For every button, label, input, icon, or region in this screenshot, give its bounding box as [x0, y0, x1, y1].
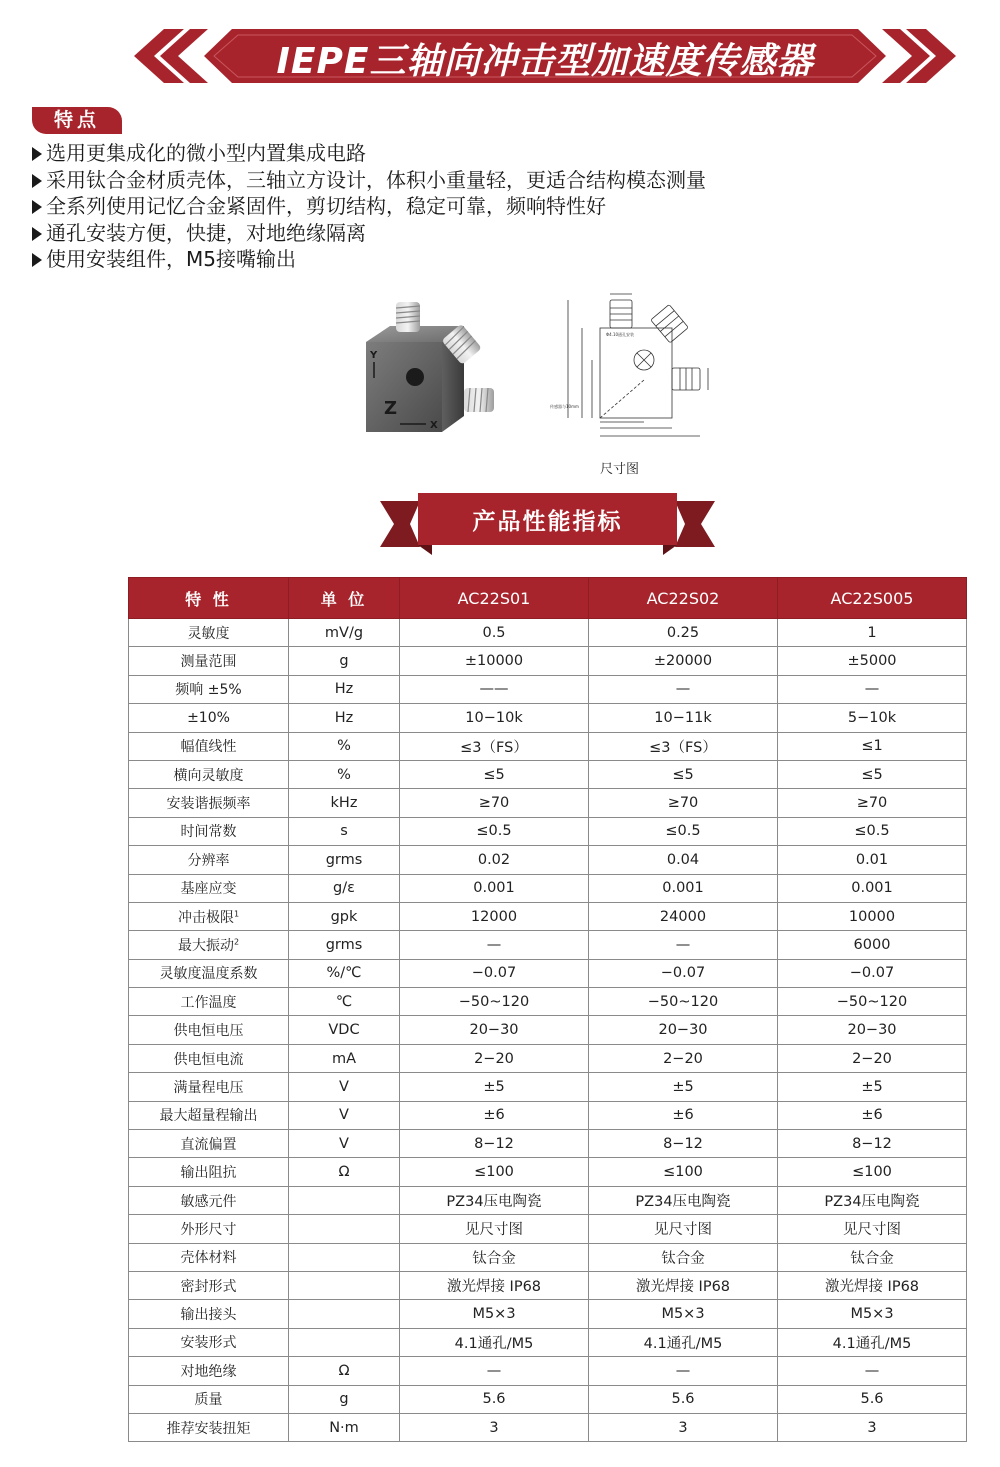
title-banner: [120, 25, 970, 87]
table-row: [129, 874, 967, 902]
spec-name-text: 灵敏度: [187, 625, 230, 642]
value-cell-model-1: ——: [400, 675, 589, 703]
table-row: [129, 1186, 967, 1214]
spec-name-text: 输出阻抗: [180, 1165, 237, 1182]
spec-name-cell: [129, 1357, 289, 1385]
table-row: [129, 619, 967, 647]
value-cell-model-3: ≤100: [778, 1158, 967, 1186]
value-cell-model-2: 0.25: [589, 619, 778, 647]
unit-cell: Hz: [289, 675, 400, 703]
spec-name-cell: [129, 1073, 289, 1101]
spec-name-cell: [129, 846, 289, 874]
spec-name-cell: [129, 1271, 289, 1299]
table-row: [129, 846, 967, 874]
value-cell-model-3: M5×3: [778, 1300, 967, 1328]
value-cell-model-1: ≤3（FS）: [400, 732, 589, 760]
table-row: [129, 1243, 967, 1271]
spec-name-cell: [129, 874, 289, 902]
value-cell-model-3: 钛合金: [778, 1243, 967, 1271]
value-cell-model-2: ≥70: [589, 789, 778, 817]
axis-y-label: Y: [370, 350, 378, 361]
spec-name-text: 测量范围: [180, 654, 237, 671]
value-cell-model-1: ±5: [400, 1073, 589, 1101]
spec-name-cell: [129, 1385, 289, 1413]
triangle-bullet-icon: [32, 147, 42, 161]
spec-name-cell: [129, 704, 289, 732]
value-cell-model-2: 8−12: [589, 1130, 778, 1158]
value-cell-model-2: 0.04: [589, 846, 778, 874]
feature-item: 选用更集成化的微小型内置集成电路: [32, 140, 706, 167]
unit-cell: [289, 1328, 400, 1356]
spec-name-text: 安装形式: [180, 1335, 237, 1352]
value-cell-model-2: ±20000: [589, 647, 778, 675]
unit-cell: Ω: [289, 1357, 400, 1385]
value-cell-model-2: ≤100: [589, 1158, 778, 1186]
value-cell-model-1: 激光焊接 IP68: [400, 1271, 589, 1299]
spec-name-cell: [129, 619, 289, 647]
table-row: [129, 1328, 967, 1356]
features-tag: 特点: [32, 107, 122, 134]
table-row: [129, 959, 967, 987]
spec-name-text: 最大振动: [177, 937, 234, 954]
value-cell-model-3: −50~120: [778, 988, 967, 1016]
spec-name-cell: [129, 732, 289, 760]
footnote-marker: 2: [233, 937, 240, 947]
spec-name-text: 满量程电压: [173, 1079, 244, 1096]
value-cell-model-2: 钛合金: [589, 1243, 778, 1271]
feature-item: 使用安装组件，M5接嘴输出: [32, 246, 706, 273]
spec-name-cell: [129, 675, 289, 703]
header-property: 特 性: [129, 578, 289, 619]
feature-list: [32, 140, 706, 273]
header-unit: 单 位: [289, 578, 400, 619]
value-cell-model-1: 8−12: [400, 1130, 589, 1158]
value-cell-model-2: ≤3（FS）: [589, 732, 778, 760]
feature-item: 通孔安装方便，快捷，对地绝缘隔离: [32, 220, 706, 247]
section-header: [380, 493, 715, 555]
spec-name-text: 基座应变: [180, 881, 237, 898]
unit-cell: mA: [289, 1044, 400, 1072]
value-cell-model-2: ≤5: [589, 760, 778, 788]
spec-name-cell: [129, 1300, 289, 1328]
spec-name-text: 质量: [194, 1392, 223, 1409]
unit-cell: %: [289, 732, 400, 760]
spec-name-text: 输出接头: [180, 1307, 237, 1324]
value-cell-model-2: 24000: [589, 902, 778, 930]
table-row: [129, 988, 967, 1016]
value-cell-model-3: 1: [778, 619, 967, 647]
triangle-bullet-icon: [32, 200, 42, 214]
value-cell-model-1: 见尺寸图: [400, 1215, 589, 1243]
section-title: 产品性能指标: [472, 509, 623, 535]
table-row: [129, 1300, 967, 1328]
value-cell-model-1: 2−20: [400, 1044, 589, 1072]
table-row: [129, 1016, 967, 1044]
axis-x-label: X: [430, 420, 438, 431]
footnote-marker: 1: [233, 908, 240, 918]
table-row: [129, 817, 967, 845]
unit-cell: %/℃: [289, 959, 400, 987]
value-cell-model-3: 5.6: [778, 1385, 967, 1413]
value-cell-model-2: ≤0.5: [589, 817, 778, 845]
spec-name-text: 冲击极限: [177, 909, 234, 926]
header-model-2: AC22S02: [589, 578, 778, 619]
unit-cell: g: [289, 647, 400, 675]
value-cell-model-3: —: [778, 675, 967, 703]
spec-table: [128, 577, 967, 1442]
spec-name-text: 敏感元件: [180, 1193, 237, 1210]
spec-name-cell: [129, 1016, 289, 1044]
value-cell-model-1: 3: [400, 1413, 589, 1441]
value-cell-model-3: ≥70: [778, 789, 967, 817]
value-cell-model-3: 20−30: [778, 1016, 967, 1044]
table-row: [129, 1101, 967, 1129]
spec-name-text: 频响 ±5%: [175, 682, 242, 699]
value-cell-model-3: 5−10k: [778, 704, 967, 732]
value-cell-model-3: PZ34压电陶瓷: [778, 1186, 967, 1214]
spec-name-text: 直流偏置: [180, 1136, 237, 1153]
header-model-1: AC22S01: [400, 578, 589, 619]
value-cell-model-1: 0.5: [400, 619, 589, 647]
spec-name-text: 对地绝缘: [180, 1363, 237, 1380]
spec-name-cell: [129, 902, 289, 930]
value-cell-model-2: 见尺寸图: [589, 1215, 778, 1243]
spec-name-text: 横向灵敏度: [173, 767, 244, 784]
unit-cell: [289, 1186, 400, 1214]
spec-name-cell: [129, 1243, 289, 1271]
value-cell-model-3: ±5000: [778, 647, 967, 675]
unit-cell: kHz: [289, 789, 400, 817]
hole-label: Φ4.10通孔安装: [606, 332, 635, 337]
spec-name-text: 供电恒电流: [173, 1051, 244, 1068]
unit-cell: Hz: [289, 704, 400, 732]
triangle-bullet-icon: [32, 253, 42, 267]
table-row: [129, 647, 967, 675]
value-cell-model-3: ±6: [778, 1101, 967, 1129]
value-cell-model-1: ≤100: [400, 1158, 589, 1186]
table-row: [129, 732, 967, 760]
spec-name-text: 安装谐振频率: [166, 796, 251, 813]
value-cell-model-1: 钛合金: [400, 1243, 589, 1271]
unit-cell: [289, 1271, 400, 1299]
value-cell-model-3: 激光焊接 IP68: [778, 1271, 967, 1299]
spec-name-text: 最大超量程输出: [159, 1108, 258, 1125]
spec-name-cell: [129, 959, 289, 987]
value-cell-model-3: 10000: [778, 902, 967, 930]
value-cell-model-1: —: [400, 1357, 589, 1385]
spec-name-text: 时间常数: [180, 824, 237, 841]
product-photo: [360, 292, 510, 442]
value-cell-model-2: ±6: [589, 1101, 778, 1129]
unit-cell: ℃: [289, 988, 400, 1016]
value-cell-model-3: ≤1: [778, 732, 967, 760]
table-body: [129, 619, 967, 1442]
table-row: [129, 1271, 967, 1299]
table-row: [129, 1158, 967, 1186]
table-row: [129, 675, 967, 703]
spec-name-cell: [129, 1130, 289, 1158]
value-cell-model-3: 3: [778, 1413, 967, 1441]
unit-cell: s: [289, 817, 400, 845]
spec-name-cell: [129, 1215, 289, 1243]
value-cell-model-2: 0.001: [589, 874, 778, 902]
unit-cell: V: [289, 1073, 400, 1101]
value-cell-model-3: ≤5: [778, 760, 967, 788]
spec-name-cell: [129, 647, 289, 675]
spec-name-text: 密封形式: [180, 1278, 237, 1295]
unit-cell: grms: [289, 931, 400, 959]
value-cell-model-1: PZ34压电陶瓷: [400, 1186, 589, 1214]
value-cell-model-2: ±5: [589, 1073, 778, 1101]
table-row: [129, 1073, 967, 1101]
unit-cell: [289, 1243, 400, 1271]
value-cell-model-2: M5×3: [589, 1300, 778, 1328]
value-cell-model-2: —: [589, 675, 778, 703]
unit-cell: g/ε: [289, 874, 400, 902]
value-cell-model-1: 10−10k: [400, 704, 589, 732]
ground-label: 传感器与10mm: [550, 404, 579, 409]
value-cell-model-1: 5.6: [400, 1385, 589, 1413]
value-cell-model-1: ±6: [400, 1101, 589, 1129]
value-cell-model-1: ≥70: [400, 789, 589, 817]
unit-cell: V: [289, 1101, 400, 1129]
feature-item: 全系列使用记忆合金紧固件，剪切结构，稳定可靠，频响特性好: [32, 193, 706, 220]
spec-name-text: ±10%: [187, 709, 230, 726]
header-model-3: AC22S005: [778, 578, 967, 619]
value-cell-model-1: M5×3: [400, 1300, 589, 1328]
spec-name-text: 灵敏度温度系数: [159, 966, 258, 983]
value-cell-model-3: 4.1通孔/M5: [778, 1328, 967, 1356]
spec-name-text: 推荐安装扭矩: [166, 1420, 251, 1437]
spec-name-text: 外形尺寸: [180, 1221, 237, 1238]
value-cell-model-3: —: [778, 1357, 967, 1385]
table-row: [129, 760, 967, 788]
unit-cell: Ω: [289, 1158, 400, 1186]
spec-name-cell: [129, 1158, 289, 1186]
value-cell-model-1: −0.07: [400, 959, 589, 987]
page-title: IEPE三轴向冲击型加速度传感器: [276, 41, 814, 82]
value-cell-model-1: ±10000: [400, 647, 589, 675]
unit-cell: g: [289, 1385, 400, 1413]
value-cell-model-3: −0.07: [778, 959, 967, 987]
value-cell-model-2: −50~120: [589, 988, 778, 1016]
table-row: [129, 931, 967, 959]
spec-name-cell: [129, 817, 289, 845]
unit-cell: N·m: [289, 1413, 400, 1441]
value-cell-model-2: 3: [589, 1413, 778, 1441]
spec-name-text: 壳体材料: [180, 1250, 237, 1267]
value-cell-model-2: PZ34压电陶瓷: [589, 1186, 778, 1214]
value-cell-model-3: ±5: [778, 1073, 967, 1101]
value-cell-model-2: 4.1通孔/M5: [589, 1328, 778, 1356]
spec-name-cell: [129, 1044, 289, 1072]
table-row: [129, 1044, 967, 1072]
unit-cell: grms: [289, 846, 400, 874]
table-row: [129, 704, 967, 732]
value-cell-model-2: —: [589, 1357, 778, 1385]
value-cell-model-3: 0.001: [778, 874, 967, 902]
value-cell-model-2: 5.6: [589, 1385, 778, 1413]
table-row: [129, 1215, 967, 1243]
value-cell-model-1: 0.001: [400, 874, 589, 902]
spec-name-cell: [129, 1413, 289, 1441]
spec-name-cell: [129, 760, 289, 788]
value-cell-model-1: 0.02: [400, 846, 589, 874]
spec-name-cell: [129, 1101, 289, 1129]
value-cell-model-2: 激光焊接 IP68: [589, 1271, 778, 1299]
table-row: [129, 1130, 967, 1158]
table-row: [129, 1357, 967, 1385]
table-row: [129, 1385, 967, 1413]
axis-z-label: Z: [384, 398, 398, 419]
unit-cell: V: [289, 1130, 400, 1158]
spec-name-text: 分辨率: [187, 852, 230, 869]
value-cell-model-3: 见尺寸图: [778, 1215, 967, 1243]
value-cell-model-2: 10−11k: [589, 704, 778, 732]
value-cell-model-3: ≤0.5: [778, 817, 967, 845]
unit-cell: gpk: [289, 902, 400, 930]
table-row: [129, 789, 967, 817]
value-cell-model-1: ≤0.5: [400, 817, 589, 845]
unit-cell: [289, 1215, 400, 1243]
value-cell-model-3: 2−20: [778, 1044, 967, 1072]
table-row: [129, 1413, 967, 1441]
value-cell-model-1: −50~120: [400, 988, 589, 1016]
value-cell-model-2: −0.07: [589, 959, 778, 987]
dimension-drawing: [548, 290, 728, 450]
value-cell-model-1: 4.1通孔/M5: [400, 1328, 589, 1356]
value-cell-model-3: 6000: [778, 931, 967, 959]
spec-name-text: 供电恒电压: [173, 1023, 244, 1040]
value-cell-model-1: 20−30: [400, 1016, 589, 1044]
spec-name-cell: [129, 1328, 289, 1356]
unit-cell: [289, 1300, 400, 1328]
value-cell-model-1: 12000: [400, 902, 589, 930]
value-cell-model-1: —: [400, 931, 589, 959]
unit-cell: VDC: [289, 1016, 400, 1044]
spec-name-cell: [129, 1186, 289, 1214]
feature-item: 采用钛合金材质壳体，三轴立方设计，体积小重量轻，更适合结构模态测量: [32, 167, 706, 194]
spec-name-text: 幅值线性: [180, 739, 237, 756]
value-cell-model-2: 20−30: [589, 1016, 778, 1044]
unit-cell: mV/g: [289, 619, 400, 647]
spec-name-cell: [129, 988, 289, 1016]
table-header-row: [129, 578, 967, 619]
unit-cell: %: [289, 760, 400, 788]
drawing-caption: 尺寸图: [600, 462, 640, 477]
spec-name-cell: [129, 931, 289, 959]
triangle-bullet-icon: [32, 227, 42, 241]
value-cell-model-3: 8−12: [778, 1130, 967, 1158]
triangle-bullet-icon: [32, 174, 42, 188]
table-row: [129, 902, 967, 930]
spec-name-cell: [129, 789, 289, 817]
value-cell-model-3: 0.01: [778, 846, 967, 874]
value-cell-model-2: —: [589, 931, 778, 959]
value-cell-model-1: ≤5: [400, 760, 589, 788]
value-cell-model-2: 2−20: [589, 1044, 778, 1072]
spec-name-text: 工作温度: [180, 994, 237, 1011]
